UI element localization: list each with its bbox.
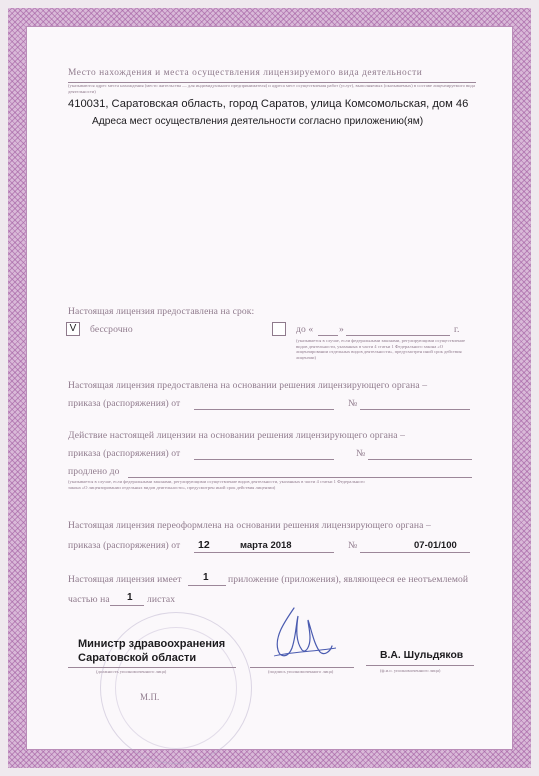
basis-number-label: №: [348, 398, 358, 409]
basis-number-rule: [360, 409, 470, 410]
indefinite-label: бессрочно: [90, 324, 133, 335]
signature-rule: [250, 667, 354, 668]
annex-sheets-rule: [110, 605, 144, 606]
annex-count: 1: [203, 572, 209, 583]
basis-date-rule: [194, 409, 334, 410]
name-rule: [366, 665, 474, 666]
position-rule: [68, 667, 236, 668]
until-hint: (указывается в случае, если федеральными законами, регулирующими осуществление видов деятельности, указанных в части 4 статьи 1 Федерального закона «О лицензировании отдельных видов деятельности», предусмотрен иной срок действия лицензии): [296, 338, 466, 360]
stamp-label: М.П.: [140, 692, 160, 702]
until-day-rule: [318, 335, 338, 336]
extended-until-label: продлено до: [68, 466, 120, 477]
annex-part-prefix: частью на: [68, 594, 110, 605]
extension-hint: (указывается в случае, если федеральными законами, регулирующими осуществление видов деятельности, указанных в части 4 статьи 1 Федерального закона «О лицензировании отдельных видов деятельности», предусмотрен иной срок действия лицензии): [68, 479, 365, 490]
extension-number-rule: [368, 459, 472, 460]
reissue-number: 07-01/100: [414, 540, 457, 551]
annex-sheets: 1: [127, 592, 133, 603]
indefinite-checkbox: V: [66, 322, 80, 336]
extended-until-rule: [128, 477, 472, 478]
until-month-rule: [346, 335, 450, 336]
signatory-name: В.А. Шульдяков: [380, 650, 464, 661]
annex-count-rule: [188, 585, 226, 586]
term-label: Настоящая лицензия предоставлена на срок:: [68, 306, 255, 317]
reissue-text: Настоящая лицензия переоформлена на основании решения лицензирующего органа –: [68, 520, 431, 531]
address-value: 410031, Саратовская область, город Саратов, улица Комсомольская, дом 46: [68, 98, 469, 110]
reissue-order-label: приказа (распоряжения) от: [68, 540, 181, 551]
signature-hint: (подпись уполномоченного лица): [268, 669, 334, 674]
address-hint: (указываются адрес места нахождения (место жительства — для индивидуального предпринимателя) и адреса мест осуществления работ (услуг), выполняемых (оказываемых) в составе лицензируемого вида деятельности): [68, 83, 476, 94]
basis-order-label: приказа (распоряжения) от: [68, 398, 181, 409]
reissue-day: 12: [198, 539, 210, 551]
extension-order-label: приказа (распоряжения) от: [68, 448, 181, 459]
extension-number-label: №: [356, 448, 366, 459]
until-quote: »: [339, 324, 344, 335]
annex-prefix: Настоящая лицензия имеет: [68, 574, 182, 585]
extension-date-rule: [194, 459, 334, 460]
dated-checkbox: [272, 322, 286, 336]
reissue-number-rule: [360, 552, 470, 553]
basis-text: Настоящая лицензия предоставлена на основании решения лицензирующего органа –: [68, 380, 428, 391]
reissue-month-year: марта 2018: [240, 540, 292, 551]
reissue-number-label: №: [348, 540, 358, 551]
year-suffix: г.: [454, 324, 460, 335]
position-hint: (должность уполномоченного лица): [96, 669, 167, 674]
appendix-note: Адреса мест осуществления деятельности согласно приложению(ям): [92, 116, 424, 127]
reissue-date-rule: [194, 552, 334, 553]
until-label: до «: [296, 324, 314, 335]
annex-suffix: приложение (приложения), являющееся ее неотъемлемой: [228, 574, 469, 585]
signatory-position-line1: Министр здравоохранения: [78, 638, 226, 650]
name-hint: (ф.и.о. уполномоченного лица): [380, 668, 441, 673]
address-label: Место нахождения и места осуществления лицензируемого вида деятельности: [68, 68, 423, 78]
extension-text: Действие настоящей лицензии на основании решения лицензирующего органа –: [68, 430, 406, 441]
annex-sheets-suffix: листах: [147, 594, 176, 605]
signatory-position-line2: Саратовской области: [78, 652, 197, 664]
handwritten-signature: [266, 602, 346, 664]
